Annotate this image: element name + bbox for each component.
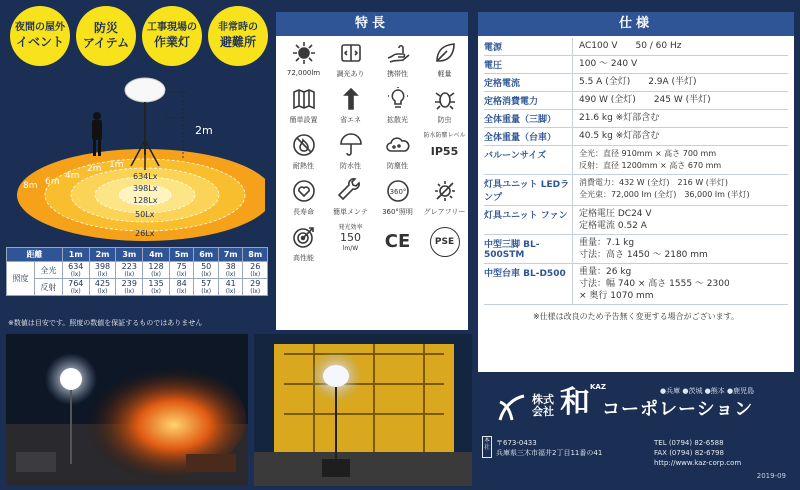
spec-list xyxy=(478,36,794,305)
bright-icon xyxy=(291,40,317,66)
company-name: コーポレーション xyxy=(602,399,754,420)
feature-item: 防水性 xyxy=(328,132,373,178)
feature-item: 耐熱性 xyxy=(281,132,326,178)
target-icon xyxy=(291,224,317,250)
efficiency-badge: 150 xyxy=(340,231,361,244)
spec-row: 中型台車 BL-D500 重量：26 kg 寸法：幅 740 × 高さ 1555 ～ 2300 × 奥行 1070 mm xyxy=(484,264,788,305)
usage-badges xyxy=(10,6,268,66)
spec-row: 全体重量（台車） 40.5 kg ※灯部含む xyxy=(484,128,788,146)
features-title: 特長 xyxy=(276,12,468,36)
feature-item: 防虫 xyxy=(422,86,467,132)
spec-row: 灯具ユニット LEDランプ 消費電力：432 W (全灯) 216 W (半灯) 全光束：72,000 lm (全灯) 36,000 lm (半灯) xyxy=(484,175,788,206)
spec-panel xyxy=(478,12,794,372)
table-cell: 223 (lx) xyxy=(116,262,143,279)
feature-item: 省エネ xyxy=(328,86,373,132)
feature-item: 発光効率 150 lm/W xyxy=(338,224,363,252)
heart-icon xyxy=(291,178,317,204)
row-label-full: 全光 xyxy=(34,262,62,279)
illumination-rings xyxy=(5,70,265,245)
company-kaz: KAZ xyxy=(590,383,606,391)
ring-label-2m: 2m xyxy=(87,164,102,174)
table-cell: 764 (lx) xyxy=(62,279,89,296)
header-4m: 4m xyxy=(143,248,170,262)
table-cell: 239 (lx) xyxy=(116,279,143,296)
feature-item: 軽量 xyxy=(422,40,467,86)
dimmer-icon xyxy=(338,40,364,66)
portable-icon xyxy=(385,40,411,66)
header-8m: 8m xyxy=(243,248,268,262)
pse-mark: PSE xyxy=(430,227,460,257)
lux-label-634: 634Lx xyxy=(133,172,158,181)
fire-scene-photo xyxy=(6,334,248,486)
ring-label-6m: 6m xyxy=(45,177,60,187)
lux-note: ※数値は目安です。照度の数値を保証するものではありません xyxy=(8,319,203,327)
company-block xyxy=(478,380,794,486)
company-branches: ●兵庫 ●茨城 ●熊本 ●鹿児島 xyxy=(660,387,755,395)
spec-row: 中型三脚 BL-500STM 重量：7.1 kg 寸法：高さ 1450 ～ 2180 mm xyxy=(484,235,788,264)
company-kabushiki: 株式 会社 xyxy=(532,393,554,418)
ring-label-4m: 4m xyxy=(65,171,80,181)
hq-tag: 本社 xyxy=(482,436,492,458)
feature-item: 長寿命 xyxy=(281,178,326,224)
svg-text:360°: 360° xyxy=(389,188,406,196)
spec-row: 全体重量（三脚） 21.6 kg ※灯部含む xyxy=(484,110,788,128)
feature-item: 拡散光 xyxy=(375,86,420,132)
table-cell: 38 (lx) xyxy=(218,262,243,279)
company-contact xyxy=(654,438,741,468)
feature-item: 携帯性 xyxy=(375,40,420,86)
feature-item: 簡単設置 xyxy=(281,86,326,132)
table-cell: 75 (lx) xyxy=(169,262,194,279)
easy-setup-icon xyxy=(291,86,317,112)
table-cell: 128 (lx) xyxy=(143,262,170,279)
header-distance: 距離 xyxy=(7,248,63,262)
spec-row: 灯具ユニット ファン 定格電圧 DC24 V 定格電流 0.52 A xyxy=(484,206,788,235)
features-grid xyxy=(276,36,468,270)
header-5m: 5m xyxy=(169,248,194,262)
table-cell: 26 (lx) xyxy=(243,262,268,279)
diffuse-icon xyxy=(385,86,411,112)
header-7m: 7m xyxy=(218,248,243,262)
company-wa: 和 xyxy=(560,385,590,420)
360-icon xyxy=(385,178,411,204)
table-cell: 41 (lx) xyxy=(218,279,243,296)
table-cell: 29 (lx) xyxy=(243,279,268,296)
table-cell: 50 (lx) xyxy=(194,262,219,279)
company-logo-icon xyxy=(494,392,528,426)
spec-row: 定格消費電力 490 W (全灯) 245 W (半灯) xyxy=(484,92,788,110)
feature-item: 防水防塵レベル IP55 xyxy=(422,132,467,178)
feature-item: 360° 360°照明 xyxy=(375,178,420,224)
feature-item: グレアフリー xyxy=(422,178,467,224)
lux-label-26: 26Lx xyxy=(135,229,155,238)
construction-photo xyxy=(254,334,472,486)
badge-outdoor-event: 夜間の屋外 イベント xyxy=(10,6,70,66)
table-cell: 634 (lx) xyxy=(62,262,89,279)
illuminance-label: 照度 xyxy=(7,262,35,296)
feature-item: 防塵性 xyxy=(375,132,420,178)
badge-construction: 工事現場の 作業灯 xyxy=(142,6,202,66)
height-label: 2m xyxy=(195,124,213,137)
illumination-diagram xyxy=(5,70,265,245)
badge-shelter: 非常時の 避難所 xyxy=(208,6,268,66)
feature-item: 調光あり xyxy=(328,40,373,86)
leaf-icon xyxy=(432,40,458,66)
spec-note: ※仕様は改良のため予告無く変更する場合がございます。 xyxy=(532,312,740,321)
badge-disaster: 防災 アイテム xyxy=(76,6,136,66)
spec-row: 定格電流 5.5 A (全灯) 2.9A (半灯) xyxy=(484,74,788,92)
spec-row: 電圧 100 ～ 240 V xyxy=(484,56,788,74)
company-url[interactable]: http://www.kaz-corp.com xyxy=(654,459,742,467)
company-address: 本社 〒673-0433 兵庫県三木市福井2丁目11番の41 xyxy=(483,437,603,457)
glare-icon xyxy=(432,178,458,204)
heat-icon xyxy=(291,132,317,158)
header-3m: 3m xyxy=(116,248,143,262)
table-cell: 135 (lx) xyxy=(143,279,170,296)
row-label-reflect: 反射 xyxy=(34,279,62,296)
cloud-icon xyxy=(385,132,411,158)
lux-label-398: 398Lx xyxy=(133,184,158,193)
lux-table-header xyxy=(7,248,268,262)
tel-number: TEL (0794) 82-6588 xyxy=(654,439,724,447)
ring-label-1m: 1m xyxy=(109,160,124,170)
feature-item xyxy=(375,224,420,270)
wrench-icon xyxy=(338,178,364,204)
table-row xyxy=(7,279,268,296)
header-6m: 6m xyxy=(194,248,219,262)
table-cell: 84 (lx) xyxy=(169,279,194,296)
table-cell: 425 (lx) xyxy=(89,279,116,296)
insect-icon xyxy=(432,86,458,112)
feature-item: 72,000lm xyxy=(281,40,326,86)
ring-label-8m: 8m xyxy=(23,181,38,191)
umbrella-icon xyxy=(338,132,364,158)
lux-label-128: 128Lx xyxy=(133,196,158,205)
spec-row: 電源 AC100 V 50 / 60 Hz xyxy=(484,38,788,56)
fax-number: FAX (0794) 82-6798 xyxy=(654,449,724,457)
table-cell: 398 (lx) xyxy=(89,262,116,279)
lux-table xyxy=(6,247,268,296)
eco-icon xyxy=(338,86,364,112)
spec-title: 仕様 xyxy=(478,12,794,36)
header-1m: 1m xyxy=(62,248,89,262)
ip55-badge: IP55 xyxy=(430,145,459,158)
feature-item xyxy=(422,224,467,270)
features-panel xyxy=(276,12,468,330)
lux-label-50: 50Lx xyxy=(135,210,155,219)
ce-mark: CE xyxy=(384,231,411,252)
spec-row: バルーンサイズ 全光：直径 910mm × 高さ 700 mm 反射：直径 1200mm × 高さ 670 mm xyxy=(484,146,788,175)
table-cell: 57 (lx) xyxy=(194,279,219,296)
header-2m: 2m xyxy=(89,248,116,262)
feature-item: 高性能 xyxy=(281,224,326,270)
table-row xyxy=(7,262,268,279)
issue-date: 2019-09 xyxy=(756,472,786,480)
feature-item: 簡単メンテ xyxy=(328,178,373,224)
